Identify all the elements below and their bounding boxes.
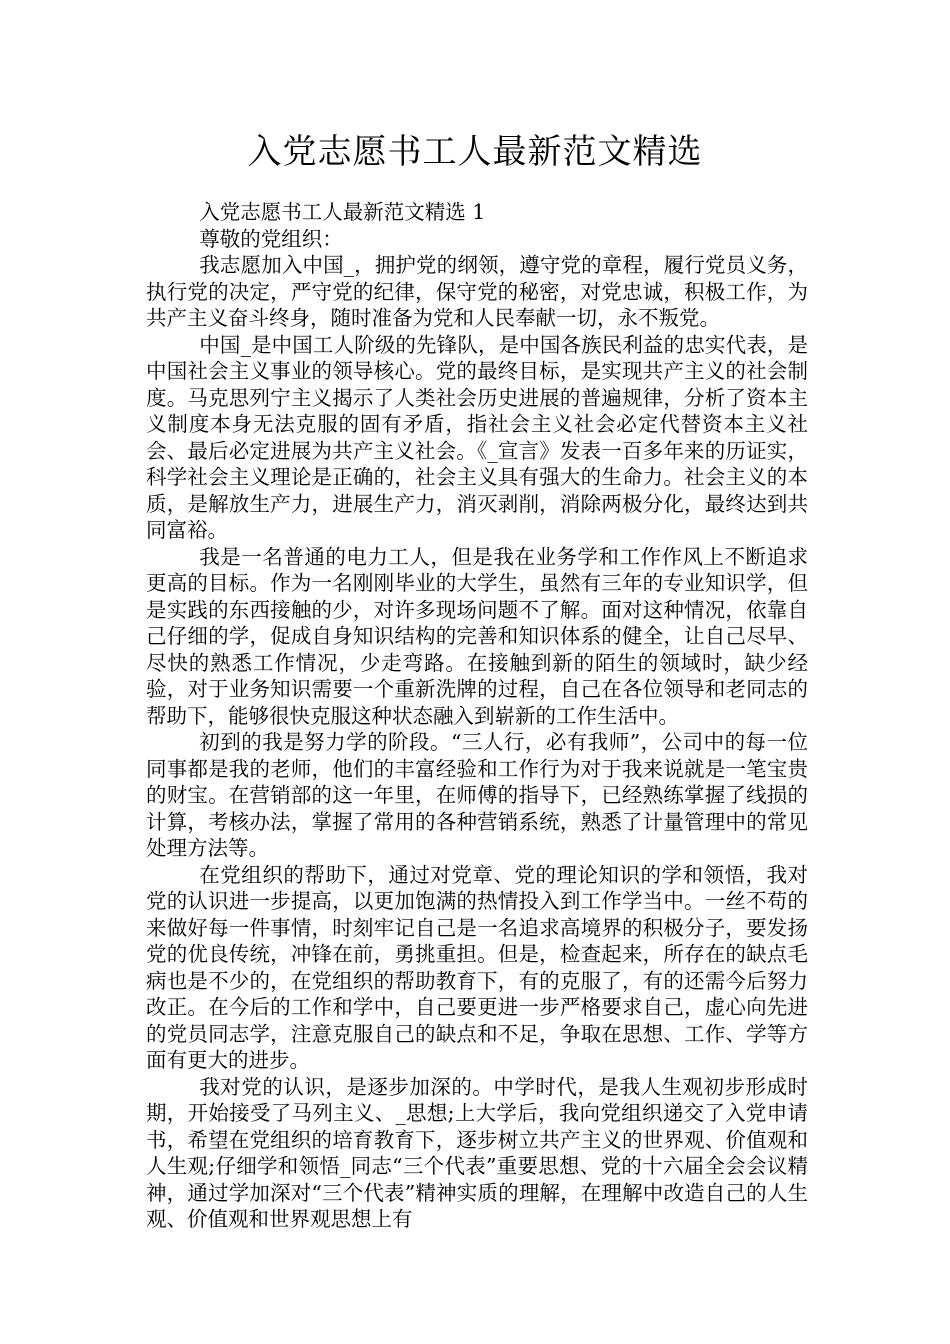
paragraph-learning-stage: 初到的我是努力学的阶段。“三人行，必有我师”，公司中的每一位同事都是我的老师，他们的丰富经验和工作行为对于我来说就是一笔宝贵的财宝。在营销部的这一年里，在师傅的指导下，已经熟练掌握了线损的计算，考核办法，掌握了常用的各种营销系统，熟悉了计量管理中的常见处理方法等。 [146, 730, 808, 860]
paragraph-work-background: 我是一名普通的电力工人，但是我在业务学和工作作风上不断追求更高的目标。作为一名刚刚毕业的大学生，虽然有三年的专业知识学，但是实践的东西接触的少，对许多现场问题不了解。面对这种情况，依靠自己仔细的学，促成自身知识结构的完善和知识体系的健全，让自己尽早、尽快的熟悉工作情况，少走弯路。在接触到新的陌生的领域时，缺少经验，对于业务知识需要一个重新洗牌的过程，自己在各位领导和老同志的帮助下，能够很快克服这种状态融入到崭新的工作生活中。 [146, 544, 808, 728]
paragraph-pledge: 我志愿加入中国_，拥护党的纲领，遵守党的章程，履行党员义务，执行党的决定，严守党的纪律，保守党的秘密，对党忠诚，积极工作，为共产主义奋斗终身，随时准备为党和人民奉献一切，永不叛党。 [146, 253, 808, 330]
paragraph-party-nature: 中国_是中国工人阶级的先锋队，是中国各族民利益的忠实代表，是中国社会主义事业的领导核心。党的最终目标，是实现共产主义的社会制度。马克思列宁主义揭示了人类社会历史进展的普遍规律，分析了资本主义制度本身无法克服的固有矛盾，指社会主义社会必定代替资本主义社会、最后必定进展为共产主义社会。《_宣言》发表一百多年来的历证实，科学社会主义理论是正确的，社会主义具有强大的生命力。社会主义的本质，是解放生产力，进展生产力，消灭剥削，消除两极分化，最终达到共同富裕。 [146, 332, 808, 542]
paragraph-subtitle: 入党志愿书工人最新范文精选 1 [199, 200, 486, 224]
document-title: 入党志愿书工人最新范文精选 [247, 132, 703, 172]
document-body [146, 199, 808, 1233]
paragraph-understanding: 我对党的认识，是逐步加深的。中学时代，是我人生观初步形成时期，开始接受了马列主义、_思想;上大学后，我向党组织递交了入党申请书，希望在党组织的培育教育下，逐步树立共产主义的世界观、价值观和人生观;仔细学和领悟_同志“三个代表”重要思想、党的十六届全会会议精神，通过学加深对“三个代表”精神实质的理解，在理解中改造自己的人生观、价值观和世界观思想上有 [146, 1074, 808, 1231]
paragraph-salutation: 尊敬的党组织： [199, 226, 343, 251]
paragraph-self-review: 在党组织的帮助下，通过对党章、党的理论知识的学和领悟，我对党的认识进一步提高，以更加饱满的热情投入到工作学当中。一丝不苟的来做好每一件事情，时刻牢记自己是一名追求高境界的积极分子，要发扬党的优良传统，冲锋在前，勇挑重担。但是，检查起来，所存在的缺点毛病也是不少的，在党组织的帮助教育下，有的克服了，有的还需今后努力改正。在今后的工作和学中，自己要更进一步严格要求自己，虚心向先进的党员同志学，注意克服自己的缺点和不足，争取在思想、工作、学等方面有更大的进步。 [146, 862, 808, 1072]
